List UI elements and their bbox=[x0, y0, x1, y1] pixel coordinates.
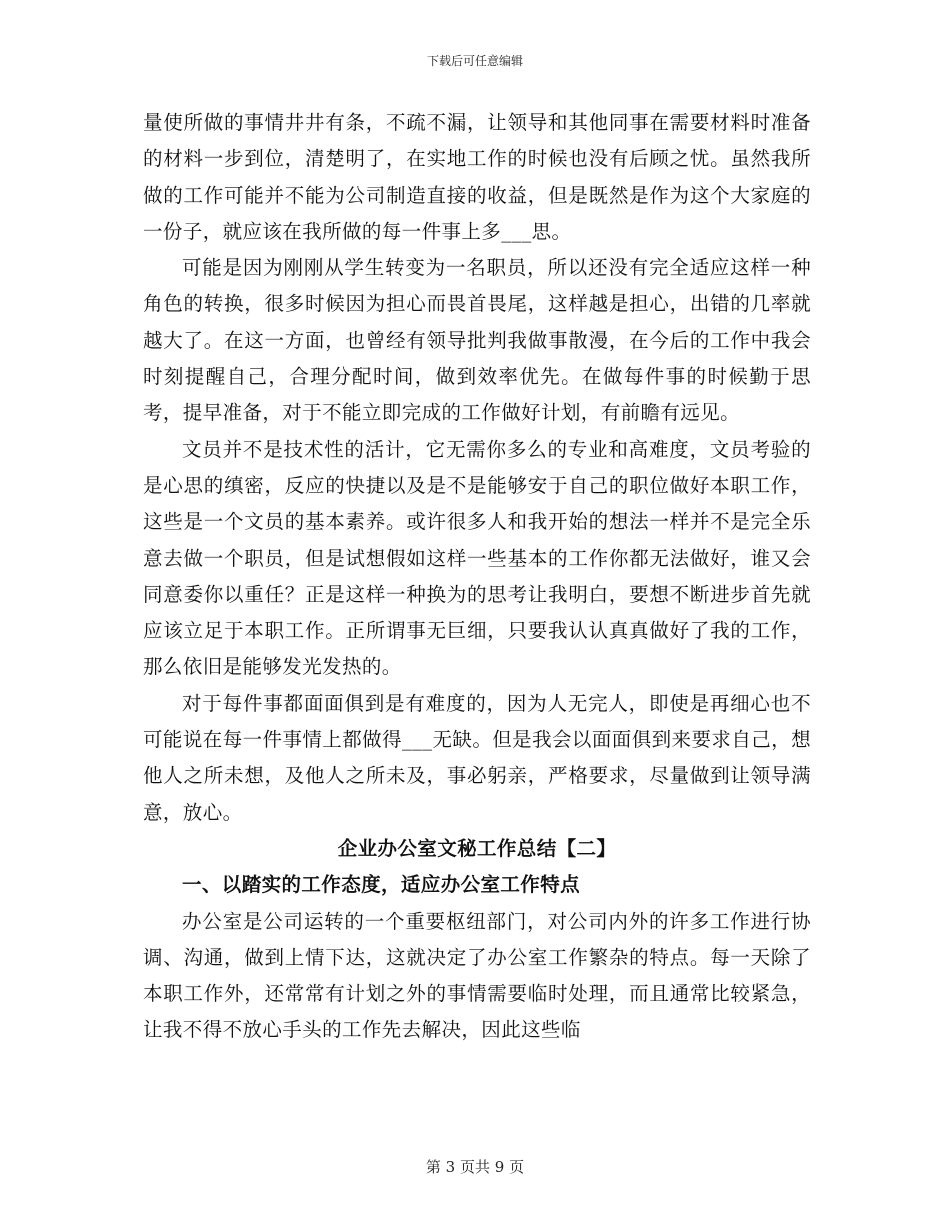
paragraph-thoroughness: 对于每件事都面面俱到是有难度的，因为人无完人，即使是再细心也不可能说在每一件事情上都做得___无缺。但是我会以面面俱到来要求自己，想他人之所未想，及他人之所未及，事必躬亲，严格要求，尽量做到让领导满意，放心。 bbox=[143, 691, 811, 824]
paragraph-clerk-qualities: 文员并不是技术性的活计，它无需你多么的专业和高难度，文员考验的是心思的缜密，反应的快捷以及是不是能够安于自己的职位做好本职工作，这些是一个文员的基本素养。或许很多人和我开始的想法一样并不是完全乐意去做一个职员，但是试想假如这样一些基本的工作你都无法做好，谁又会同意委你以重任？正是这样一种换为的思考让我明白，要想不断进步首先就应该立足于本职工作。正所谓事无巨细，只要我认认真真做好了我的工作，那么依旧是能够发光发热的。 bbox=[143, 437, 811, 679]
page-header: 下载后可任意编辑 bbox=[426, 54, 523, 68]
paragraph-role-transition: 可能是因为刚刚从学生转变为一名职员，所以还没有完全适应这样一种角色的转换，很多时候因为担心而畏首畏尾，这样越是担心，出错的几率就越大了。在这一方面，也曾经有领导批判我做事散漫，在今后的工作中我会时刻提醒自己，合理分配时间，做到效率优先。在做每件事的时候勤于思考，提早准备，对于不能立即完成的工作做好计划，有前瞻有远见。 bbox=[143, 256, 811, 425]
page-number: 第 3 页共 9 页 bbox=[425, 1158, 525, 1176]
section-subtitle: 一、以踏实的工作态度，适应办公室工作特点 bbox=[182, 873, 581, 897]
paragraph-continuation: 量使所做的事情井井有条，不疏不漏，让领导和其他同事在需要材料时准备的材料一步到位，清楚明了，在实地工作的时候也没有后顾之忧。虽然我所做的工作可能并不能为公司制造直接的收益，但是既然是作为这个大家庭的一份子，就应该在我所做的每一件事上多___思。 bbox=[143, 111, 811, 243]
document-body bbox=[143, 105, 811, 1049]
paragraph-office-characteristics: 办公室是公司运转的一个重要枢纽部门，对公司内外的许多工作进行协调、沟通，做到上情下达，这就决定了办公室工作繁杂的特点。每一天除了本职工作外，还常常有计划之外的事情需要临时处理，而且通常比较紧急，让我不得不放心手头的工作先去解决，因此这些临 bbox=[143, 909, 811, 1042]
section-title: 企业办公室文秘工作总结【二】 bbox=[337, 836, 617, 860]
